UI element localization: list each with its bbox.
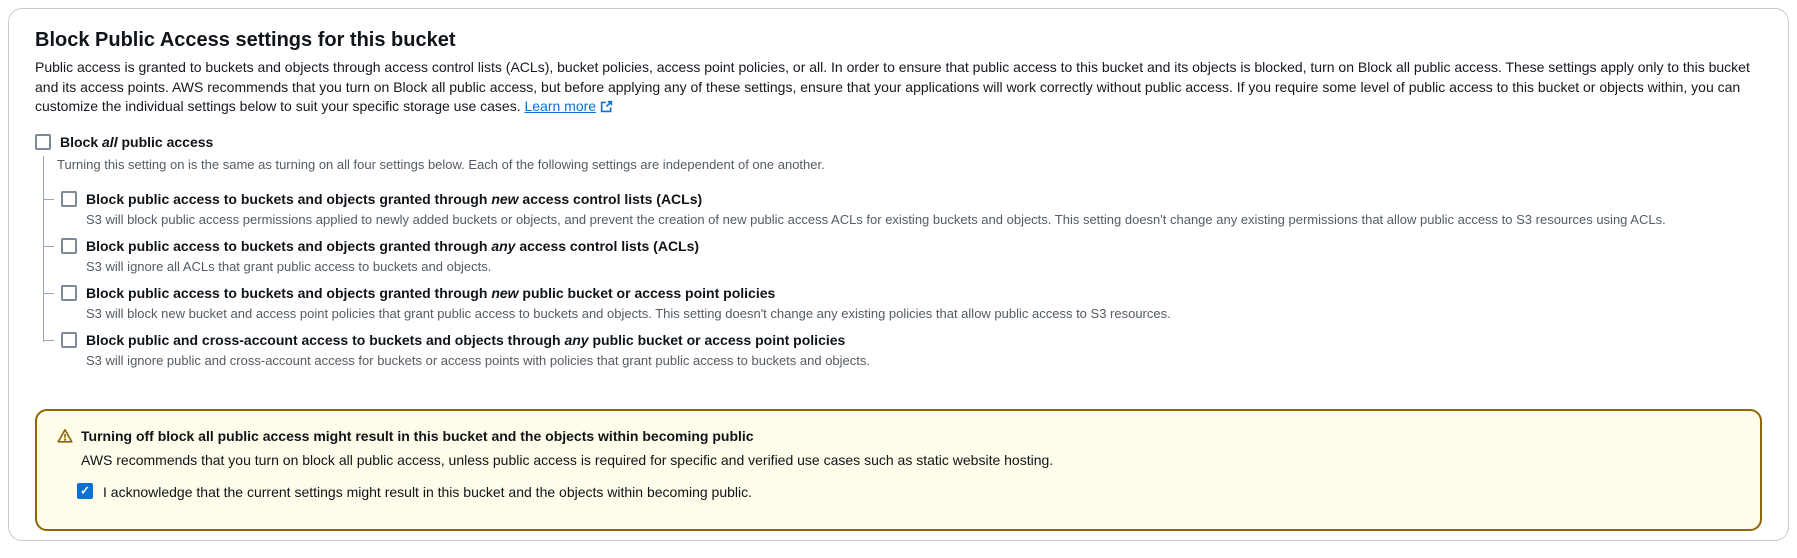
warning-header — [57, 426, 1740, 449]
acknowledge-label: I acknowledge that the current settings might result in this bucket and the objects within becoming public. — [103, 483, 753, 500]
sub-setting-description: S3 will ignore all ACLs that grant public access to buckets and objects. — [86, 258, 492, 274]
block-all-description: Turning this setting on is the same as turning on all four settings below. Each of the following settings are independent of one another. — [57, 156, 825, 172]
sub-setting-item — [35, 283, 1762, 330]
block-all-label: Block all public access — [60, 133, 214, 150]
warning-alert — [35, 409, 1762, 531]
sub-setting-item — [35, 330, 1762, 369]
panel-description — [35, 58, 1762, 119]
learn-more-label: Learn more — [524, 98, 597, 114]
page-title: Block Public Access settings for this bucket — [35, 29, 456, 51]
sub-setting-description: S3 will block new bucket and access point policies that grant public access to buckets and objects. This setting doesn't change any existing policies that allow public access to S3 resources. — [86, 305, 1171, 321]
acknowledge-row — [77, 482, 1740, 502]
sub-setting-label: Block public access to buckets and objects granted through new public bucket or access point policies — [86, 284, 776, 301]
sub-setting-checkbox[interactable] — [61, 191, 77, 207]
external-link-icon — [600, 99, 613, 119]
warning-description: AWS recommends that you turn on block all public access, unless public access is required for specific and verified use cases such as static website hosting. — [81, 451, 1054, 468]
bpa-settings-group — [35, 156, 1762, 369]
sub-setting-row — [61, 330, 1762, 351]
sub-setting-description: S3 will block public access permissions applied to newly added buckets or objects, and prevent the creation of new public access ACLs for existing buckets and objects. This setting doesn't change any existing permissions that allow public access to S3 resources using ACLs. — [86, 211, 1666, 227]
panel-description-text: Public access is granted to buckets and objects through access control lists (ACLs), bucket policies, access point policies, or all. In order to ensure that public access to this bucket and its objects is blocked, turn on Block all public access. These settings apply only to this bucket and its access points. AWS recommends that you turn on Block all public access, but before applying any of these settings, ensure that your applications will work correctly without public access. If you require some level of public access to this bucket or objects within, you can customize the individual settings below to suit your specific storage use cases. — [35, 59, 1750, 114]
sub-setting-checkbox[interactable] — [61, 285, 77, 301]
learn-more-link[interactable] — [524, 98, 613, 114]
sub-settings-list — [35, 189, 1762, 369]
sub-setting-row — [61, 189, 1762, 210]
setting-block-all-public-access — [35, 132, 1762, 153]
sub-setting-checkbox[interactable] — [61, 332, 77, 348]
sub-setting-description: S3 will ignore public and cross-account access for buckets or access points with policies that grant public access to buckets and objects. — [86, 352, 871, 368]
sub-setting-label: Block public access to buckets and objects granted through new access control lists (ACLs) — [86, 190, 703, 207]
sub-setting-item — [35, 236, 1762, 283]
sub-setting-row — [61, 236, 1762, 257]
sub-setting-item — [35, 189, 1762, 236]
sub-setting-label: Block public and cross-account access to buckets and objects through any public bucket or access point policies — [86, 331, 846, 348]
sub-setting-checkbox[interactable] — [61, 238, 77, 254]
block-public-access-panel — [8, 8, 1789, 541]
warning-triangle-icon — [57, 428, 73, 449]
tree-gap — [35, 173, 1762, 189]
warning-title: Turning off block all public access might result in this bucket and the objects within becoming public — [81, 427, 754, 444]
sub-setting-row — [61, 283, 1762, 304]
sub-setting-label: Block public access to buckets and objects granted through any access control lists (ACLs) — [86, 237, 700, 254]
block-all-checkbox[interactable] — [35, 134, 51, 150]
acknowledge-checkbox[interactable] — [77, 483, 93, 499]
